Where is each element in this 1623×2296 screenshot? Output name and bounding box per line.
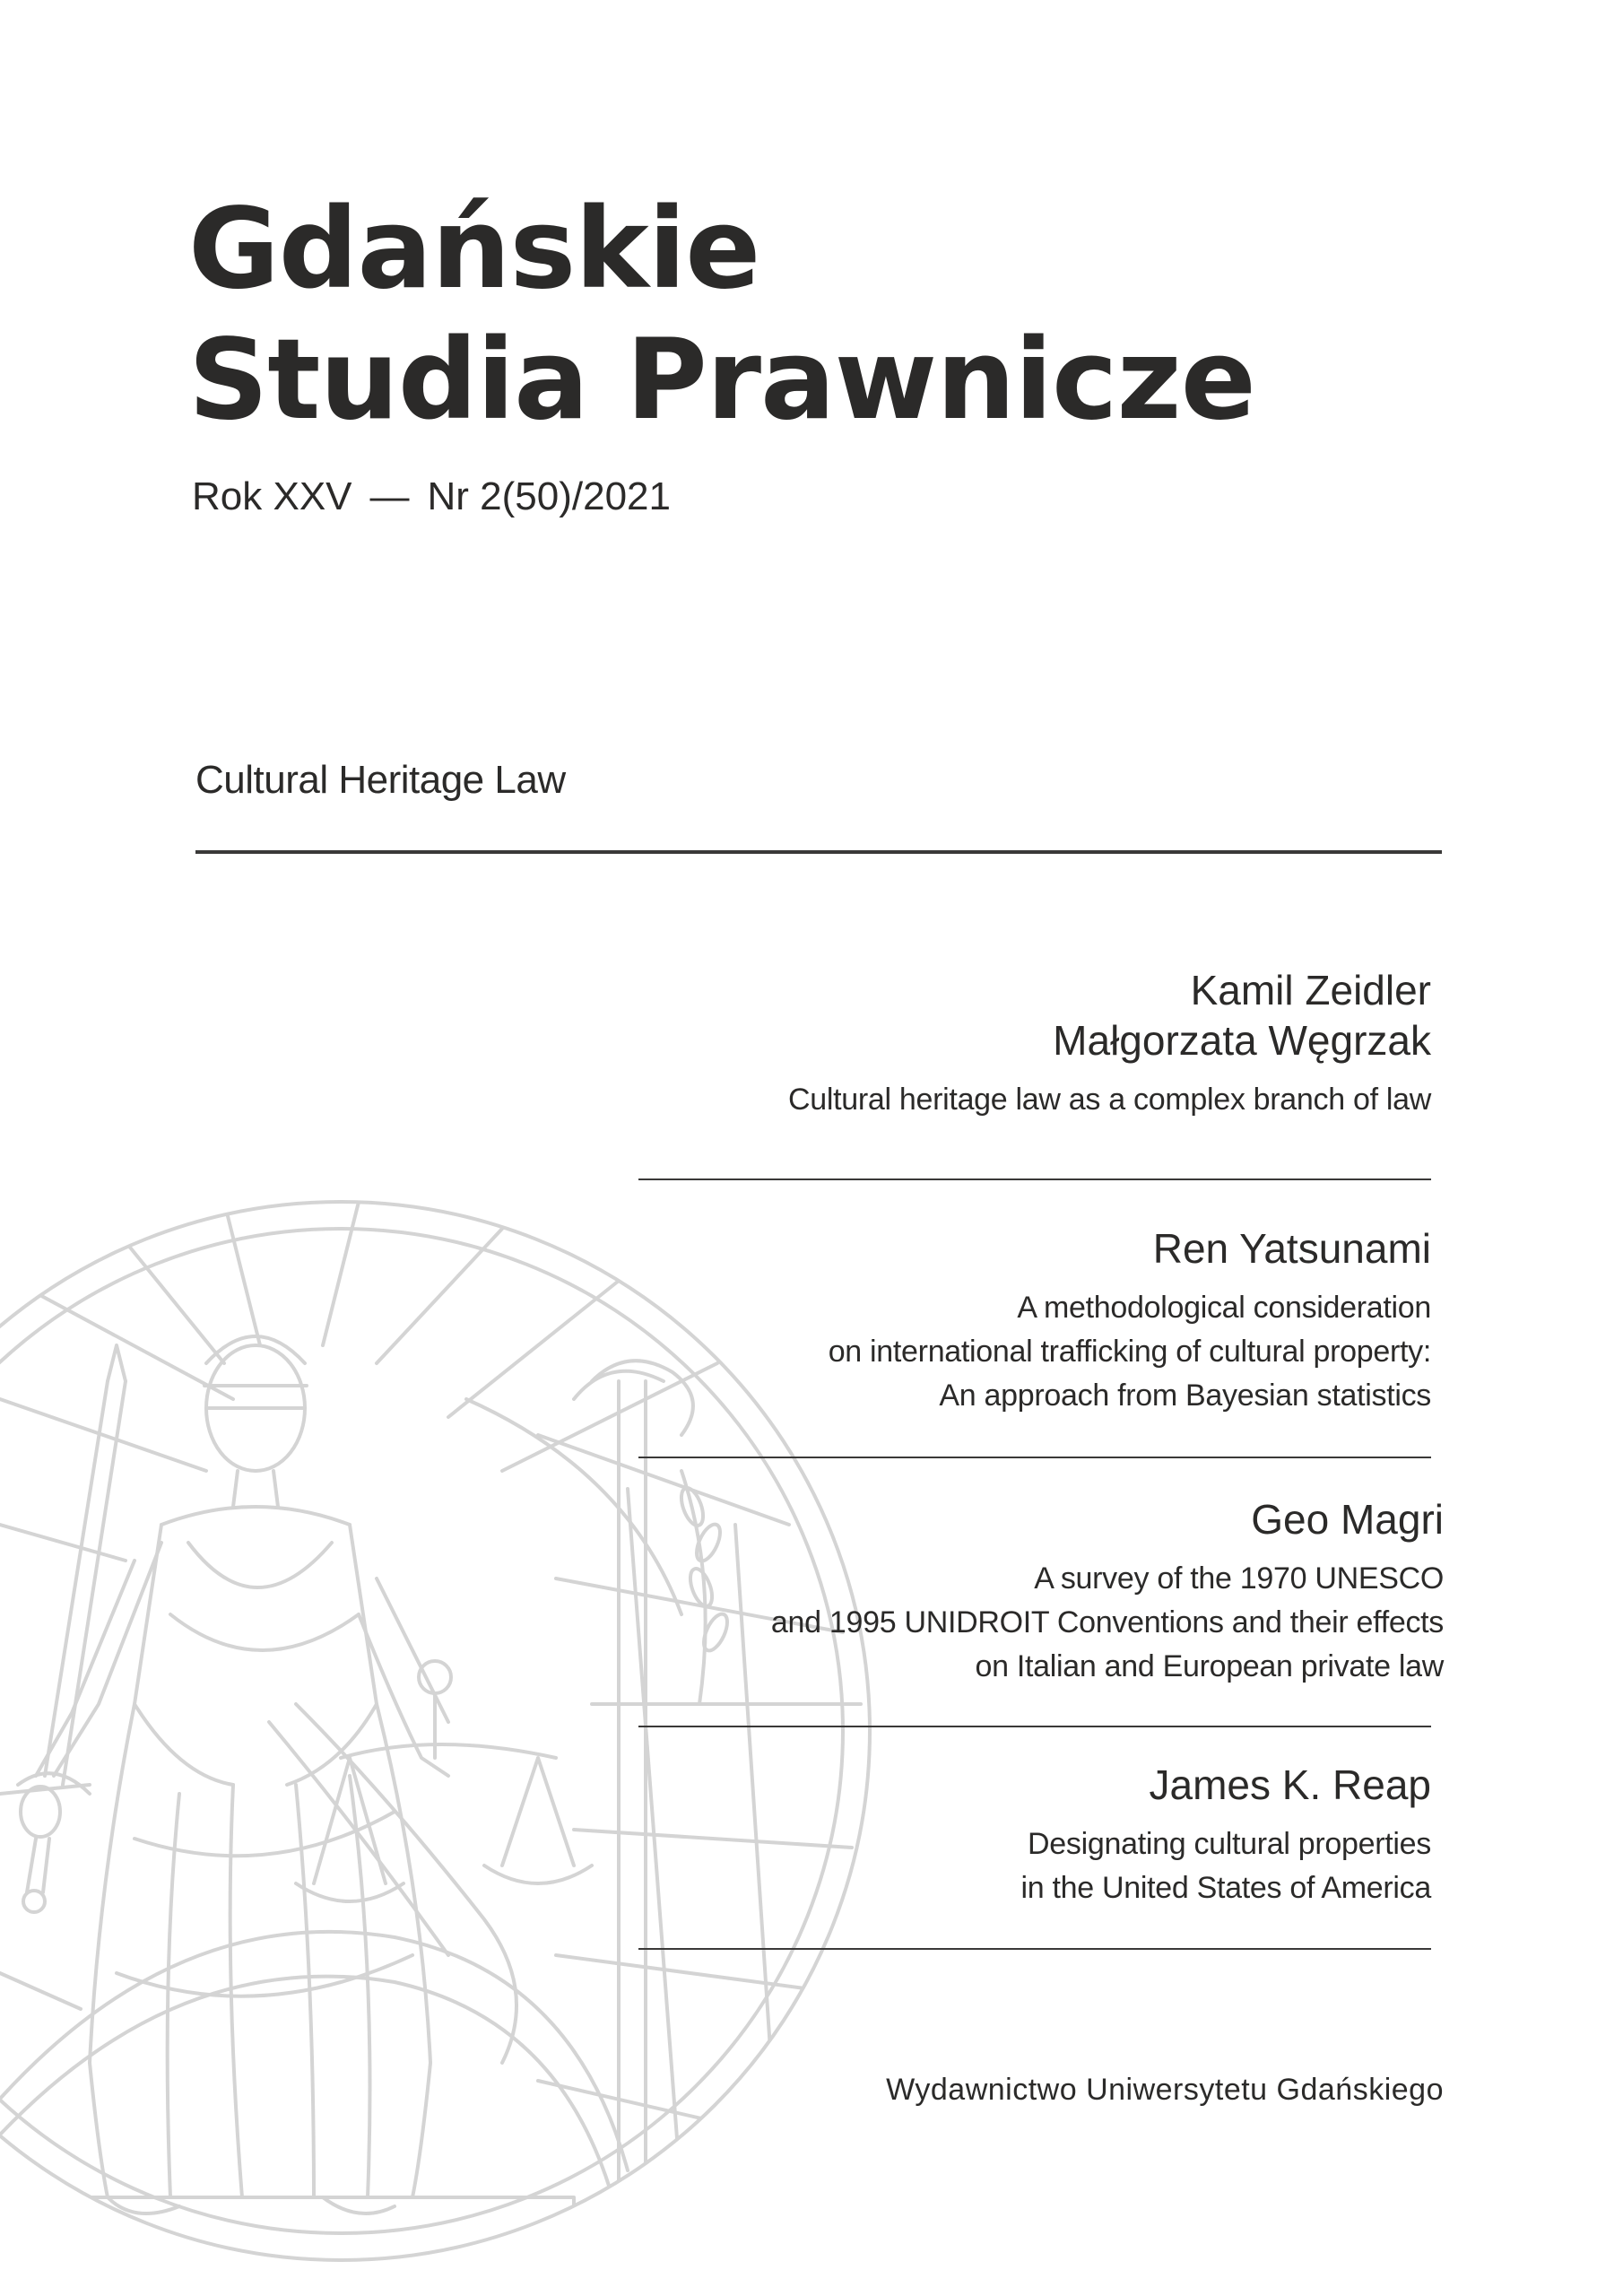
- article-title-line: Designating cultural properties: [1028, 1827, 1431, 1861]
- article-title-line: in the United States of America: [1020, 1871, 1431, 1905]
- article-2: [829, 1223, 1431, 1418]
- author-name: Ren Yatsunami: [1152, 1225, 1431, 1272]
- journal-title-line-1: Gdańskie: [188, 185, 760, 314]
- article-title: [829, 1286, 1431, 1418]
- section-title: Cultural Heritage Law: [195, 758, 566, 802]
- article-title-line: A methodological consideration: [1017, 1291, 1431, 1325]
- article-title: [771, 1557, 1444, 1689]
- article-title-line: A survey of the 1970 UNESCO: [1034, 1561, 1444, 1596]
- article-divider: [638, 1457, 1431, 1458]
- article-authors: [788, 965, 1431, 1065]
- author-name: James K. Reap: [1149, 1761, 1431, 1808]
- article-4: [1020, 1760, 1431, 1910]
- publisher-name: Wydawnictwo Uniwersytetu Gdańskiego: [886, 2073, 1444, 2107]
- author-name: Kamil Zeidler: [1190, 967, 1431, 1013]
- issue-number: Nr 2(50)/2021: [427, 474, 671, 518]
- article-authors: [1020, 1760, 1431, 1810]
- article-1: [788, 965, 1431, 1122]
- article-title-line: on Italian and European private law: [975, 1649, 1444, 1683]
- article-title: [788, 1078, 1431, 1122]
- article-title-line: and 1995 UNIDROIT Conventions and their effects: [770, 1605, 1444, 1639]
- issue-dash: —: [369, 474, 410, 518]
- article-title: [1020, 1822, 1431, 1910]
- issue-year: Rok XXV: [192, 474, 352, 518]
- article-authors: [771, 1494, 1444, 1544]
- article-divider: [638, 1726, 1431, 1727]
- article-authors: [829, 1223, 1431, 1274]
- article-title-line: on international trafficking of cultural property:: [828, 1335, 1431, 1369]
- author-name: Geo Magri: [1251, 1496, 1444, 1543]
- article-divider: [638, 1178, 1431, 1180]
- article-3: [771, 1494, 1444, 1689]
- section-divider: [195, 850, 1442, 854]
- article-title-line: Cultural heritage law as a complex branch of law: [788, 1083, 1431, 1117]
- journal-title-line-2: Studia Prawnicze: [188, 316, 1255, 445]
- author-name: Małgorzata Węgrzak: [1053, 1017, 1431, 1064]
- article-divider: [638, 1948, 1431, 1950]
- issue-info: [192, 470, 671, 524]
- journal-title: [188, 184, 1255, 446]
- article-title-line: An approach from Bayesian statistics: [939, 1378, 1431, 1413]
